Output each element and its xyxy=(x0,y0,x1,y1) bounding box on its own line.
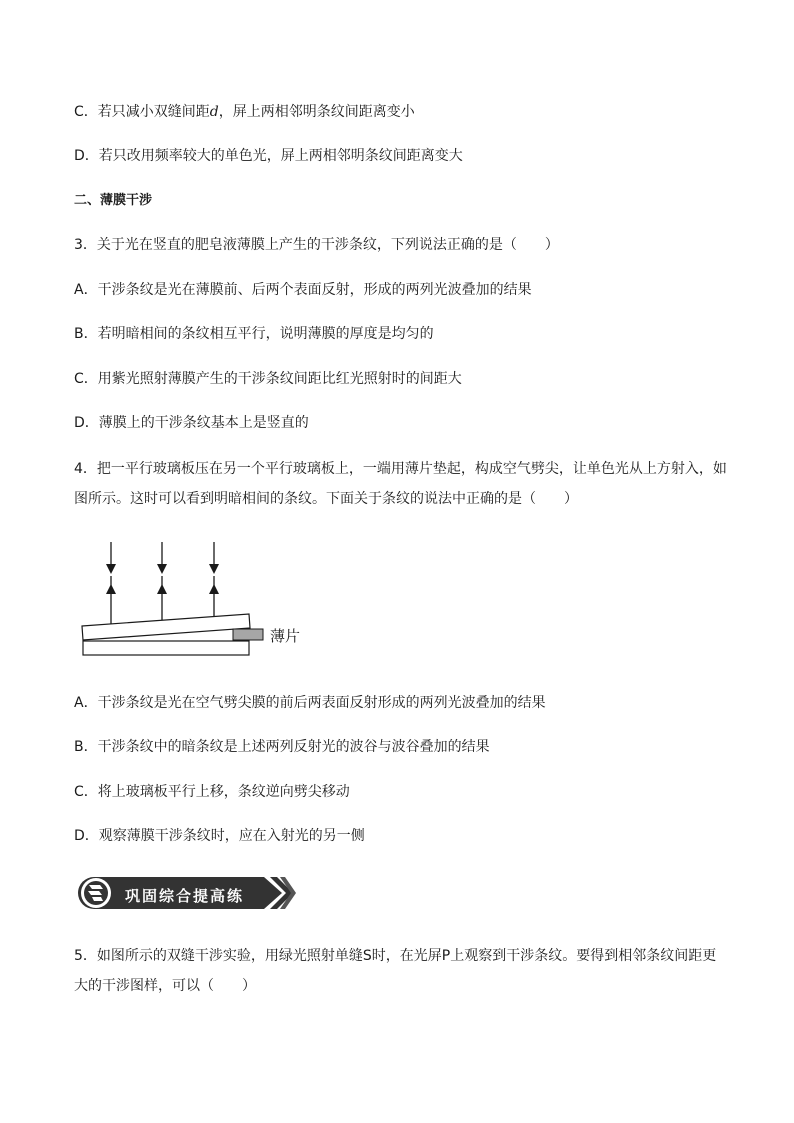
q2-option-c-prefix: C．若只减小双缝间距 xyxy=(74,104,210,120)
incident-ray-3-arrowhead xyxy=(209,564,219,574)
q2-option-d: D．若只改用频率较大的单色光，屏上两相邻明条纹间距离变大 xyxy=(74,148,463,164)
thin-sheet-label: 薄片 xyxy=(270,627,301,645)
q4-stem-line1: 4．把一平行玻璃板压在另一个平行玻璃板上，一端用薄片垫起，构成空气劈尖，让单色光从上方射入，如 xyxy=(74,461,727,477)
q3-stem: 3．关于光在竖直的肥皂液薄膜上产生的干涉条纹，下列说法正确的是（ ） xyxy=(74,237,559,253)
q2-option-c xyxy=(74,102,415,122)
q4-option-c: C．将上玻璃板平行上移，条纹逆向劈尖移动 xyxy=(74,784,350,800)
top-glass-plate xyxy=(82,614,250,640)
banner-title: 巩固综合提高练 xyxy=(125,887,245,905)
q3-option-c: C．用紫光照射薄膜产生的干涉条纹间距比红光照射时的间距大 xyxy=(74,371,462,387)
q5-stem-line1: 5．如图所示的双缝干涉实验，用绿光照射单缝S时，在光屏P上观察到干涉条纹。要得到相邻条纹间距更 xyxy=(74,948,717,964)
reflected-ray-2-arrowhead xyxy=(157,584,167,594)
q2-option-c-var: d xyxy=(209,104,219,120)
reflected-ray-3-arrowhead xyxy=(209,584,219,594)
q3-option-b: B．若明暗相间的条纹相互平行，说明薄膜的厚度是均匀的 xyxy=(74,326,434,342)
air-wedge-figure xyxy=(74,538,314,660)
q3-option-a: A．干涉条纹是光在薄膜前、后两个表面反射，形成的两列光波叠加的结果 xyxy=(74,282,532,298)
reflected-ray-1-arrowhead xyxy=(106,584,116,594)
q4-option-d: D．观察薄膜干涉条纹时，应在入射光的另一侧 xyxy=(74,828,365,844)
bottom-glass-plate xyxy=(83,641,249,655)
incident-ray-2-arrowhead xyxy=(157,564,167,574)
q4-option-b: B．干涉条纹中的暗条纹是上述两列反射光的波谷与波谷叠加的结果 xyxy=(74,739,490,755)
q3-option-d: D．薄膜上的干涉条纹基本上是竖直的 xyxy=(74,415,309,431)
ribbon-badge-icon xyxy=(81,878,111,908)
q4-option-a: A．干涉条纹是光在空气劈尖膜的前后两表面反射形成的两列光波叠加的结果 xyxy=(74,695,546,711)
thin-sheet xyxy=(233,629,263,640)
q2-option-c-suffix: ，屏上两相邻明条纹间距离变小 xyxy=(218,104,415,120)
section-heading: 二、薄膜干涉 xyxy=(74,193,153,208)
q4-stem-line2: 图所示。这时可以看到明暗相间的条纹。下面关于条纹的说法中正确的是（ ） xyxy=(74,491,578,507)
incident-ray-1-arrowhead xyxy=(106,564,116,574)
q5-stem-line2: 大的干涉图样，可以（ ） xyxy=(74,978,256,994)
